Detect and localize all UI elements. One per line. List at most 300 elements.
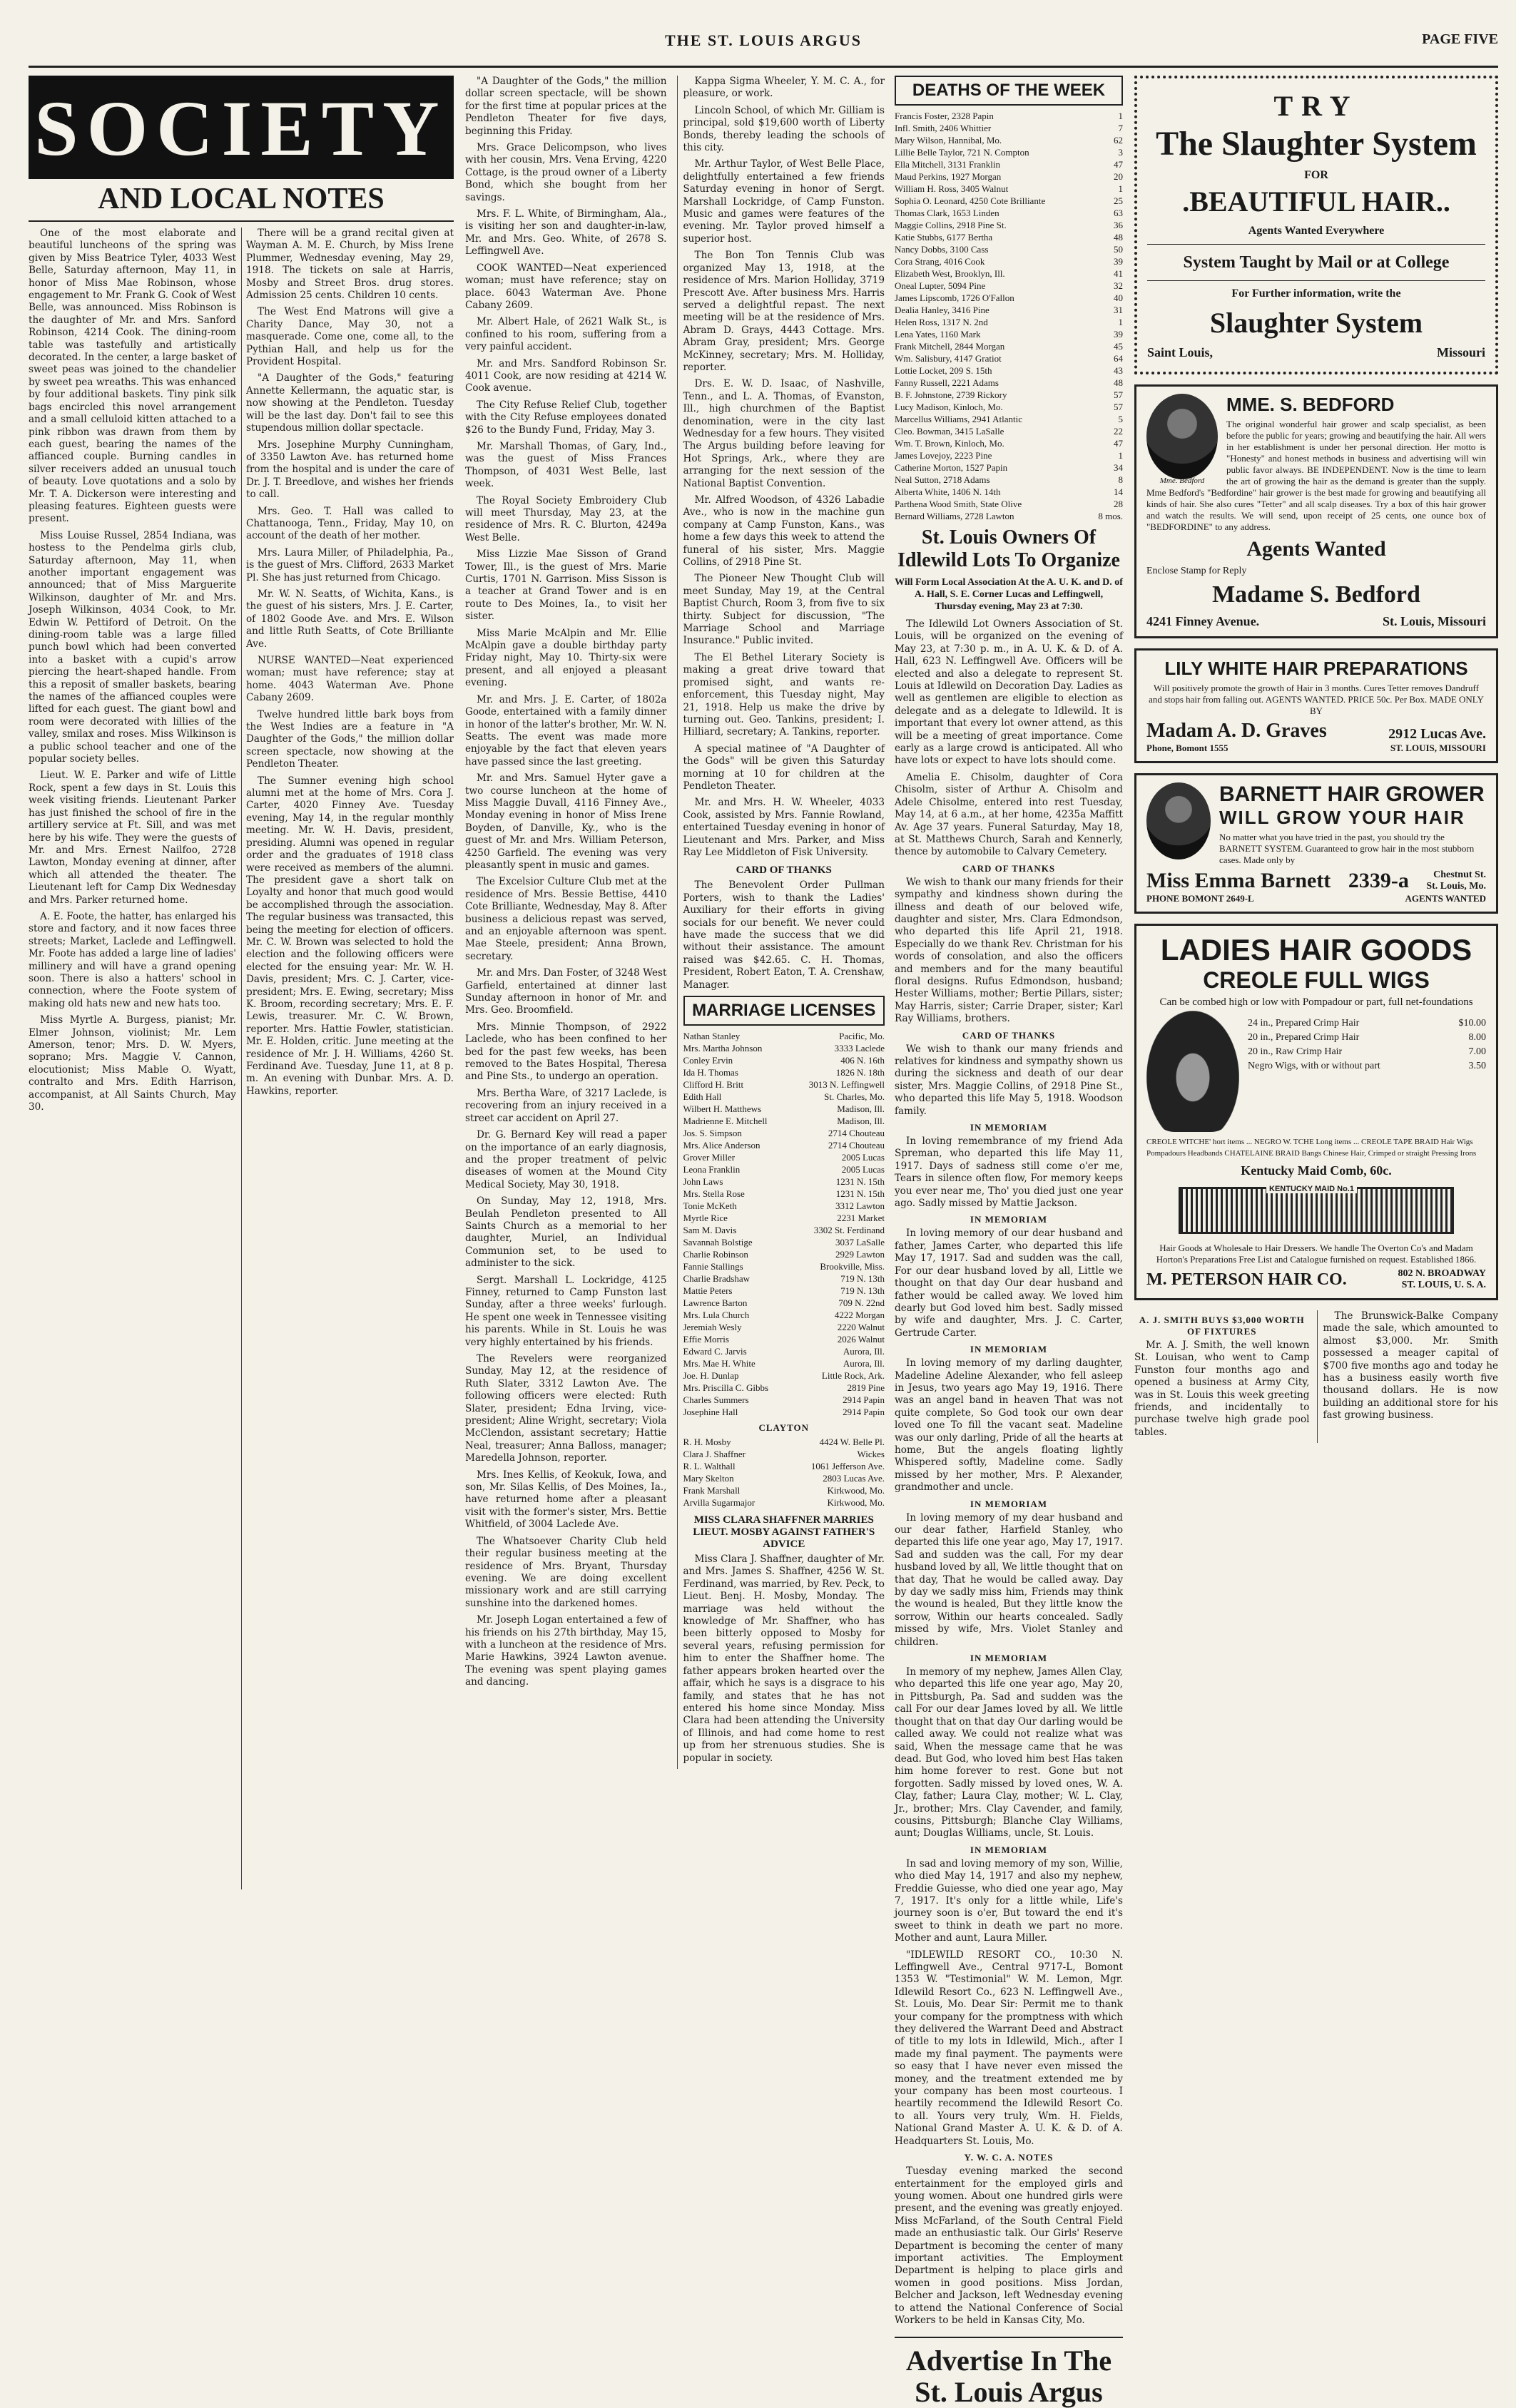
clayton-entry-name: Frank Marshall (683, 1485, 741, 1496)
local-note: Lincoln School, of which Mr. Gilliam is principal, sold $19,600 worth of Liberty Bonds, thereby leading the schools of this city. (683, 104, 885, 154)
death-entry (895, 304, 1123, 316)
license-entry-detail: 719 N. 13th (840, 1285, 885, 1297)
license-entry (683, 1333, 885, 1345)
memoriam-text-3: In loving memory of my darling daughter, Madeline Adeline Alexander, who fell asleep in Jesus, two years ago May 19, 1916. There was an angel band in heaven That was not quite complete, So God took our own dear loved one To fill the vacant seat. Madeline was our only darling, Pride of all the hearts at home, But the angels floating lightly Whispered softly, Madeline come. Sadly missed by her mother, Mrs. P. Alexander, grandmother and uncle. (895, 1357, 1123, 1494)
death-entry-name: Katie Stubbs, 6177 Bertha (895, 232, 993, 243)
death-entry-name: Lena Yates, 1160 Mark (895, 329, 981, 340)
death-entry-detail: 36 (1114, 220, 1123, 230)
society-article: Twelve hundred little bark boys from the West Indies are a feature in "A Daughter of the Gods," the million dollar screen spectacle, now showing at the Pendleton Theater. (246, 708, 454, 770)
license-entry (683, 1321, 885, 1333)
price-item-label: 20 in., Raw Crimp Hair (1248, 1046, 1343, 1057)
local-note: The Whatsoever Charity Club held their regular business meeting at the residence of Mrs. Bryant, Thursday evening. We are doing excellent missionary work and are still carrying sunshine into the darkened homes. (465, 1535, 667, 1609)
death-entry-detail: 34 (1114, 462, 1123, 473)
lilywhite-phone: Phone, Bomont 1555 (1146, 743, 1228, 753)
death-entry-name: Mary Wilson, Hannibal, Mo. (895, 135, 1002, 146)
death-entry-name: Parthena Wood Smith, State Olive (895, 499, 1022, 509)
bedford-photo (1146, 394, 1218, 479)
bedford-name: MME. S. BEDFORD (1226, 394, 1395, 415)
peterson-wig-row (1146, 1011, 1486, 1132)
deaths-heading: DEATHS OF THE WEEK (895, 76, 1123, 106)
local-note: The Excelsior Culture Club met at the residence of Mrs. Bessie Bettise, 4410 Cote Brilliante, Wednesday, May 8. After business a delicious repast was served, and an enjoyable afternoon was spent. Mae Steele, president; Anna Brown, secretary. (465, 876, 667, 962)
clayton-entry (683, 1436, 885, 1448)
death-entry (895, 231, 1123, 243)
bedford-portrait (1146, 394, 1218, 485)
clayton-entry (683, 1448, 885, 1460)
barnett-agents: AGENTS WANTED (1405, 893, 1486, 904)
death-entry-name: Oneal Lupter, 5094 Pine (895, 280, 986, 291)
clayton-entry-name: Clara J. Shaffner (683, 1449, 746, 1460)
local-note: Dr. G. Bernard Key will read a paper on the importance of an early diagnosis, and the proper treatment of pelvic diseases of women at the Mound City Medical Society, May 30, 1918. (465, 1129, 667, 1190)
license-entry (683, 1248, 885, 1260)
license-entry (683, 1127, 885, 1139)
death-entry (895, 389, 1123, 401)
license-entry-name: Ida H. Thomas (683, 1067, 738, 1078)
local-note: Sergt. Marshall L. Lockridge, 4125 Finney, returned to Camp Funston last Sunday, after a three weeks' furlough. He spent one week in Tennessee visiting his parents. While in St. Louis he was very highly entertained by his friends. (465, 1274, 667, 1348)
peterson-price-list (1248, 1016, 1486, 1126)
local-note: Mr. Joseph Logan entertained a few of his friends on his 27th birthday, May 15, with a luncheon at the residence of Mrs. Marie Hawkins, 3924 Lawton avenue. The evening was spent playing games and dancing. (465, 1614, 667, 1688)
license-entry-name: John Laws (683, 1176, 723, 1188)
clayton-entry-detail: 1061 Jefferson Ave. (810, 1461, 885, 1472)
smith-article (1134, 1310, 1310, 1443)
death-entry-name: Maud Perkins, 1927 Morgan (895, 171, 1002, 182)
license-entry-detail: St. Charles, Mo. (824, 1091, 885, 1103)
lilywhite-maker-block (1146, 720, 1327, 754)
death-entry (895, 170, 1123, 183)
death-entry-name: Sophia O. Leonard, 4250 Cote Brilliante (895, 195, 1046, 206)
slaughter-location (1147, 345, 1485, 360)
clayton-entry (683, 1460, 885, 1472)
license-entry-name: Mrs. Stella Rose (683, 1188, 745, 1200)
death-entry-name: Wm. Salisbury, 4147 Gratiot (895, 353, 1002, 364)
death-entry-detail: 1 (1118, 317, 1123, 327)
license-entry-detail: Madison, Ill. (837, 1116, 885, 1127)
death-entry-detail: 41 (1114, 268, 1123, 279)
clayton-entry-name: R. H. Mosby (683, 1437, 731, 1448)
death-entry-detail: 1 (1118, 111, 1123, 121)
death-entry-name: Wm. T. Brown, Kinloch, Mo. (895, 438, 1004, 449)
death-entry (895, 195, 1123, 207)
death-entry-name: Frank Mitchell, 2844 Morgan (895, 341, 1005, 352)
death-entry (895, 243, 1123, 255)
license-entry-name: Edward C. Jarvis (683, 1346, 747, 1357)
death-entry-detail: 39 (1114, 256, 1123, 267)
death-entry-detail: 47 (1114, 438, 1123, 449)
death-entry-name: Cleo. Bowman, 3415 LaSalle (895, 426, 1004, 437)
license-entry-detail: Pacific, Mo. (839, 1031, 885, 1042)
license-entry-detail: Aurora, Ill. (843, 1346, 885, 1357)
slaughter-state: Missouri (1436, 345, 1485, 359)
clayton-entry (683, 1496, 885, 1509)
license-entry-detail: 2026 Walnut (837, 1334, 885, 1345)
lilywhite-maker: Madam A. D. Graves (1146, 720, 1327, 742)
price-item-label: Negro Wigs, with or without part (1248, 1061, 1380, 1071)
slaughter-try: TRY (1273, 90, 1359, 122)
ads-column (1134, 76, 1498, 1923)
price-item-value: 8.00 (1468, 1032, 1486, 1043)
license-entry-detail: 3333 Laclede (834, 1043, 885, 1054)
lilywhite-address: 2912 Lucas Ave. (1388, 726, 1486, 742)
memoriam-text-2: In loving memory of our dear husband and father, James Carter, who departed this life May 17, 1917. Sad and sudden was the call, For our dear husband loved by all, Little we thought on that day Our dear husband and father would be called away. We loved him dearly but God loved him best. Sadly missed by wife and daughter, Mrs. J. C. Carter, Gertrude Carter. (895, 1228, 1123, 1339)
license-entry (683, 1066, 885, 1078)
lilywhite-maker-row (1146, 720, 1486, 754)
license-entry-name: Myrtle Rice (683, 1213, 728, 1224)
death-entry-detail: 14 (1114, 486, 1123, 497)
license-entry-detail: 2231 Market (837, 1213, 885, 1224)
death-entry-name: Thomas Clark, 1653 Linden (895, 208, 999, 218)
death-entry (895, 219, 1123, 231)
license-entry-name: Tonie McKeth (683, 1200, 737, 1212)
license-entry (683, 1188, 885, 1200)
society-article: The West End Matrons will give a Charity Dance, May 30, not a masquerade. Come one, come all, to the Pythian Hall, and help us for the Provident Hospital. (246, 306, 454, 368)
death-entry (895, 292, 1123, 304)
price-item-label: 24 in., Prepared Crimp Hair (1248, 1018, 1360, 1029)
local-note: The City Refuse Relief Club, together with the City Refuse employees donated $26 to the Bundy Fund, Friday, May 3. (465, 399, 667, 436)
society-article: Miss Myrtle A. Burgess, pianist; Mr. Elmer Johnson, violinist; Mr. Lem Amerson, tenor; Mrs. D. W. Myers, soprano; Mrs. Maggie V. Cannon, elocutionist; Miss Mable O. Wyatt, contralto and Mrs. Edith Harrison, accompanist, at All Saints Church, May 30. (29, 1014, 236, 1113)
license-entry-detail: 406 N. 16th (840, 1055, 885, 1066)
local-note: Mr. Marshall Thomas, of Gary, Ind., was the guest of Miss Frances Thompson, of 4031 West Belle, last week. (465, 440, 667, 490)
license-entry (683, 1103, 885, 1115)
local-note: Mr. Alfred Woodson, of 4326 Labadie Ave., who is now in the machine gun company at Camp Funston, Kans., was home a few days this week to attend the funeral of his sister, Mrs. Maggie Collins, of 2918 Pine St. (683, 494, 885, 568)
society-article: There will be a grand recital given at Wayman A. M. E. Church, by Miss Irene Plummer, Wednesday evening, May 29, 1918. The tickets on sale at Harris, Mosby and Street Bros. drug stores. Admission 25 cents. Children 10 cents. (246, 228, 454, 302)
license-entry-name: Mrs. Mae H. White (683, 1358, 756, 1369)
local-note: Miss Lizzie Mae Sisson of Grand Tower, Ill., is the guest of Mrs. Marie Curtis, 1701 N. Garrison. Miss Sisson is a teacher at Grand Tower and is en route to Des Moines, Ia., to visit her sister. (465, 549, 667, 623)
thanks-heading-2: CARD OF THANKS (962, 1029, 1056, 1041)
price-item-value: 3.50 (1468, 1061, 1486, 1071)
death-entry (895, 364, 1123, 377)
clayton-entry-detail: Kirkwood, Mo. (827, 1497, 885, 1509)
death-entry-name: James Lipscomb, 1726 O'Fallon (895, 292, 1014, 303)
license-entry-name: Mrs. Martha Johnson (683, 1043, 763, 1054)
license-entry-name: Mrs. Alice Anderson (683, 1140, 760, 1151)
society-article: One of the most elaborate and beautiful luncheons of the spring was given by Miss Beatrice Tyler, 4033 West Belle, Saturday afternoon, May 11, in honor of Miss Mae Robinson, whose engagement to Mr. Frank G. Cook of West Belle, was announced. Miss Robinson is the daughter of Mr. and Mrs. Sanford Robinson, 4214 Cook. The dining-room table was tastefully and artistically decorated. In the center, a large basket of sweet peas was joined to the chandelier by sweet pea wreaths. This was enhanced by four additional baskets. Tiny pink silk bags encircled this novel arrangement and a small celluloid kitten attached to a pink ribbon was drawn from them by each guest, bearing the names of the affianced couple. Burning candles in silver receivers added an unusual touch of beauty. Love quotations and a solo by Mr. T. A. Dickerson were interesting and pleasing features. Eighteen guests were present. (29, 228, 236, 525)
license-entry-name: Savannah Bolstige (683, 1237, 753, 1248)
death-entry (895, 425, 1123, 437)
death-entry-name: Lottie Locket, 209 S. 15th (895, 365, 992, 376)
death-entry-name: Bernard Williams, 2728 Lawton (895, 511, 1014, 521)
peterson-address-block (1398, 1268, 1486, 1291)
thanks-text: The Benevolent Order Pullman Porters, wish to thank the Ladies' Auxiliary for their efforts in giving socials for our benefit. We never could have made the success that we did without their assistance. The amount raised was $42.65. C. H. Thomas, President, Robert Eaton, T. A. Crenshaw, Manager. (683, 879, 885, 991)
death-entry-name: Francis Foster, 2328 Papin (895, 111, 994, 121)
death-entry-name: Alberta White, 1406 N. 14th (895, 486, 1001, 497)
idlewild-heading: St. Louis Owners Of Idlewild Lots To Organize (897, 526, 1120, 571)
barnett-name: Miss Emma Barnett (1146, 869, 1331, 892)
society-banner: SOCIETY (29, 76, 454, 179)
death-entry-name: Maggie Collins, 2918 Pine St. (895, 220, 1007, 230)
death-entry-detail: 1 (1118, 450, 1123, 461)
license-entry-detail: 1231 N. 15th (835, 1188, 885, 1200)
death-entry-detail: 7 (1118, 123, 1123, 133)
license-entry-detail: 2714 Chouteau (828, 1140, 885, 1151)
license-entry (683, 1260, 885, 1272)
death-entry-detail: 48 (1114, 377, 1123, 388)
license-entry-name: Grover Miller (683, 1152, 736, 1163)
license-entry (683, 1200, 885, 1212)
clayton-entry-name: Arvilla Sugarmajor (683, 1497, 756, 1509)
slaughter-name: The Slaughter System (1156, 125, 1477, 163)
death-entry-detail: 57 (1114, 389, 1123, 400)
ywca-heading: Y. W. C. A. NOTES (964, 2152, 1054, 2163)
license-entry-name: Lawrence Barton (683, 1297, 748, 1309)
price-item (1248, 1031, 1486, 1045)
license-entry-name: Charlie Robinson (683, 1249, 748, 1260)
slaughter-agents: Agents Wanted Everywhere (1147, 225, 1485, 245)
thanks-heading: CARD OF THANKS (736, 864, 832, 877)
shaffner-text: Miss Clara J. Shaffner, daughter of Mr. and Mrs. James S. Shaffner, 4256 W. St. Ferdinand, was married, by Rev. Peck, to Lieut. Benj. H. Mosby, Monday. The marriage was held without the knowledge of Mr. Shaffner, who has been bitterly opposed to Mosby for several years, refusing permission for him to enter the Shaffner home. The father appears broken hearted over the affair, which he says is a disgrace to his family, and states that he has not entered his home since Monday. Miss Clara had been attending the University of Illinois, and had come home to rest up from her strenuous studies. She is popular in society. (683, 1554, 885, 1764)
license-entry (683, 1285, 885, 1297)
death-entry (895, 316, 1123, 328)
license-entry (683, 1357, 885, 1369)
society-articles (29, 228, 454, 1889)
death-entry (895, 328, 1123, 340)
society-article: A. E. Foote, the hatter, has enlarged his store and factory, and it now faces three streets; Market, Laclede and Leffingwell. Mr. Foote has added a large line of ladies' millinery and will have a grand opening soon. There is also a hatters' school in connection, where the Foote system of making old hats new and new hats too. (29, 910, 236, 1009)
death-entry-detail: 8 (1118, 474, 1123, 485)
local-note: The El Bethel Literary Society is making a great drive toward that promised sight, and wants re-enforcement, this Tuesday night, May 21, 1918. Help us make the drive by turning out. Geo. Tankins, president; I. Hilliard, secretary; A. Tankins, reporter. (683, 651, 885, 738)
thanks-text-2: We wish to thank our many friends and relatives for kindness and sympathy shown us during the sickness and death of our dear sister, Mrs. Maggie Collins, of 2918 Pine St., who departed this life May 5, 1918. Woodson family. (895, 1043, 1123, 1117)
clayton-entry-name: R. L. Walthall (683, 1461, 736, 1472)
license-entry-detail: Aurora, Ill. (843, 1358, 885, 1369)
licenses-list (683, 1030, 885, 1418)
license-entry-detail: 2929 Lawton (835, 1249, 885, 1260)
death-entry (895, 340, 1123, 352)
death-entry-detail: 40 (1114, 292, 1123, 303)
thanks-text-1: We wish to thank our many friends for their sympathy and kindness shown during the illness and death of our beloved wife, daughter and sister, Mrs. Clara Edmondson, who departed this life April 21, 1918. Especially do we thank Rev. Christman for his words of consolation, and also the officers and members and for the many beautiful floral designs. Rufus Edmondson, husband; Hester Williams, mother; Bertie Pillars, sister; May Harris, sister; Carrie Draper, sister; Karl Ray Williams, brothers. (895, 876, 1123, 1025)
license-entry (683, 1175, 885, 1188)
death-entry (895, 413, 1123, 425)
local-note: The Royal Society Embroidery Club will meet Thursday, May 23, at the residence of Mrs. R. C. Blurton, 4249a West Belle. (465, 494, 667, 544)
notes-right (677, 76, 885, 1769)
license-entry-detail: Brookville, Miss. (820, 1261, 885, 1272)
clayton-entry (683, 1484, 885, 1496)
deaths-column (895, 76, 1123, 2408)
memoriam-top-heading: IN MEMORIAM (970, 1844, 1048, 1855)
license-entry-name: Jeremiah Wesly (683, 1322, 742, 1333)
lilywhite-ad (1134, 648, 1498, 763)
death-entry-detail: 8 mos. (1098, 511, 1123, 521)
price-item-value: $10.00 (1458, 1018, 1486, 1029)
license-entry (683, 1115, 885, 1127)
bedford-agents: Agents Wanted (1246, 537, 1386, 561)
death-entry (895, 377, 1123, 389)
license-entry (683, 1091, 885, 1103)
death-entry-name: James Lovejoy, 2223 Pine (895, 450, 992, 461)
death-entry-detail: 43 (1114, 365, 1123, 376)
death-entry-name: Infl. Smith, 2406 Whittier (895, 123, 992, 133)
local-note: Mr. Arthur Taylor, of West Belle Place, delightfully entertained a few friends Saturday evening in honor of Sergt. Marshall Lockridge, of Camp Funston. Music and games were features of the evening. Mr. Taylor proved himself a superior host. (683, 158, 885, 245)
society-article: Lieut. W. E. Parker and wife of Little Rock, spent a few days in St. Louis this week visiting friends. Lieutenant Parker has just finished the school of fire in the artillery service at Ft. Sill, and was met here by his wife. They were the guests of Mr. and Mrs. Ernest Nailfoo, 2728 Lawton, Monday evening at dinner, after which all attended the theater. The Lieutenant left for Camp Dix Wednesday and Mrs. Parker returned home. (29, 770, 236, 906)
local-note: Mrs. Bertha Ware, of 3217 Laclede, is recovering from an injury received in a street car accident on April 27. (465, 1087, 667, 1124)
death-entry (895, 146, 1123, 158)
clayton-entry-detail: 4424 W. Belle Pl. (819, 1437, 885, 1448)
license-entry (683, 1394, 885, 1406)
bedford-ad (1134, 384, 1498, 638)
license-entry (683, 1224, 885, 1236)
slaughter-city: Saint Louis, (1147, 345, 1214, 359)
license-entry (683, 1212, 885, 1224)
death-entry (895, 267, 1123, 280)
local-note: Mrs. Ines Kellis, of Keokuk, Iowa, and son, Mr. Silas Kellis, of Des Moines, Ia., have returned home after a pleasant visit with the former's sister, Mrs. Bettie Whitfield, of 3004 Laclede Ave. (465, 1469, 667, 1531)
thanks-heading-1: CARD OF THANKS (962, 862, 1056, 874)
memoriam-heading-2: IN MEMORIAM (970, 1214, 1048, 1225)
death-entry-name: Nancy Dobbs, 3100 Cass (895, 244, 989, 255)
slaughter-taught: System Taught by Mail or at College (1147, 252, 1485, 281)
clayton-entry-detail: Wickes (857, 1449, 885, 1460)
society-article: Mr. W. N. Seatts, of Wichita, Kans., is the guest of his sisters, Mrs. J. E. Carter, of 1802 Goode Ave. and Mrs. E. Wilson and little Ruth Seatts, of Cote Brilliante Ave. (246, 588, 454, 650)
clayton-entry (683, 1472, 885, 1484)
license-entry (683, 1236, 885, 1248)
license-entry-name: Wilbert H. Matthews (683, 1103, 762, 1115)
bedford-text: The original wonderful hair grower and scalp specialist, as been before the public for years; growing and beautifying the hair. All wers in her establishment is under her personal direction. Her motto is "Honesty" and honest methods in business and advertising will win public favor always. BE INDEPENDENT. Now is the time to learn the art of growing the hair as the demand is greater than the supply. Mme Bedford's "Bedfordine" hair grower is the best made for growing and beautifying all kinds of hair. She also cures "Tetter" and all scalp diseases. Try a box of this hair grower and watch the results. We will send, upon receipt of 25 cents, one ounce box of "BEDFORDINE" to any address. (1146, 419, 1486, 532)
local-note: Mr. and Mrs. Samuel Hyter gave a two course luncheon at the home of Miss Maggie Duvall, 4116 Finney Ave., Monday evening in honor of Miss Irene Boyden, of Danville, Ky., who is the guest of Mr. and Mrs. William Peterson, 4250 Garfield. The evening was very pleasantly spent in music and games. (465, 772, 667, 871)
bedford-address: 4241 Finney Avenue. (1146, 614, 1260, 628)
death-entry (895, 255, 1123, 267)
license-entry-detail: 3013 N. Leffingwell (808, 1079, 885, 1091)
license-entry (683, 1345, 885, 1357)
license-entry (683, 1042, 885, 1054)
license-entry-detail: 2819 Pine (847, 1382, 885, 1394)
license-entry (683, 1030, 885, 1042)
lilywhite-title: LILY WHITE HAIR PREPARATIONS (1164, 658, 1468, 679)
death-entry (895, 449, 1123, 461)
barnett-ad (1134, 773, 1498, 914)
peterson-comb-price: Kentucky Maid Comb, 60c. (1241, 1163, 1392, 1178)
memoriam-text-5: In memory of my nephew, James Allen Clay, who departed this life one year ago, May 20, in Pittsburgh, Pa. Sad and sudden was the call For our dear James loved by all. We little thought that on that day Our darling would be called away. We could not realize what was said, When the message came that he was dead. But God, who loved him best Has taken him home forever to rest. Gone but not forgotten. Sadly missed by loved ones, W. A. Clay, father; Laura Clay, mother; W. L. Clay, Jr., brother; Mrs. Clay Cavender, and family, cousins, Pittsburgh; Blanche Clay Williams, aunt; Douglas Williams, uncle, St. Louis. (895, 1666, 1123, 1840)
barnett-name-row (1146, 869, 1486, 893)
license-entry-name: Clifford H. Britt (683, 1079, 744, 1091)
peterson-name: M. PETERSON HAIR CO. (1146, 1270, 1347, 1289)
death-entry-detail: 57 (1114, 402, 1123, 412)
death-entry (895, 158, 1123, 170)
local-note: Mr. Albert Hale, of 2621 Walk St., is confined to his room, suffering from a very painful accident. (465, 316, 667, 353)
notes-left (465, 76, 667, 1769)
smith-text: Mr. A. J. Smith, the well known St. Louisan, who went to Camp Funston four months ago and opened a business at Army City, was in St. Louis this week greeting friends, and incidentally to purchase twelve high grade pool tables. (1134, 1340, 1310, 1438)
notes-right-articles (683, 76, 885, 859)
clayton-heading: CLAYTON (758, 1422, 810, 1434)
death-entry-name: Neal Sutton, 2718 Adams (895, 474, 990, 485)
comb-label: KENTUCKY MAID No.1 (1266, 1185, 1357, 1193)
death-entry (895, 498, 1123, 510)
amelia-text: Amelia E. Chisolm, daughter of Cora Chisolm, sister of Arthur A. Chisolm and Adele Chisolme, entered into rest Tuesday, May 14, at 6 a.m., at her home, 4235a Maffitt Av. Age 37 years. Funeral Saturday, May 18, at St. Matthews Church, Sarah and Kennerly, thence by automobile to Calvary Cemetery. (895, 771, 1123, 858)
memoriam-heading-4: IN MEMORIAM (970, 1498, 1048, 1509)
barnett-phone: PHONE BOMONT 2649-L (1146, 893, 1254, 904)
peterson-address: 802 N. BROADWAY (1398, 1268, 1486, 1279)
barnett-text: No matter what you have tried in the past, you should try the BARNETT SYSTEM. Guaranteed to grow hair in the most stubborn cases. Made only by (1219, 832, 1475, 865)
death-entry (895, 461, 1123, 474)
masthead-title: THE ST. LOUIS ARGUS (664, 31, 862, 49)
bedford-caption: Mme. Bedford (1159, 476, 1205, 485)
local-note: On Sunday, May 12, 1918, Mrs. Beulah Pendleton presented to All Saints Church as a memorial to her daughter, Muriel, an Individual Communion set, to be used to administer to the sick. (465, 1195, 667, 1270)
local-note: Drs. E. W. D. Isaac, of Nashville, Tenn., and L. A. Thomas, of Evanston, Ill., high churchmen of the Baptist denomination, were in the city last Wednesday for a few hours. They visited The Argus building before leaving for Hot Springs, Ark., where they are arranging for the next session of the National Baptist Convention. (683, 378, 885, 489)
society-article: Mrs. Geo. T. Hall was called to Chattanooga, Tenn., Friday, May 10, on account of the death of her mother. (246, 505, 454, 542)
license-entry-name: Nathan Stanley (683, 1031, 741, 1042)
license-entry-name: Mrs. Priscilla C. Gibbs (683, 1382, 769, 1394)
local-note: COOK WANTED—Neat experienced woman; must have reference; stay on place. 6043 Waterman Ave. Phone Cabany 2609. (465, 262, 667, 311)
barnett-title: BARNETT HAIR GROWER (1219, 782, 1485, 806)
society-article: Miss Louise Russel, 2854 Indiana, was hostess to the Pendelma girls club, Saturday afternoon, May 11, when another important engagement was announced; that of Miss Marguerite Wilkinson, daughter of Mr. and Mrs. Joseph Wilkinson, 4034 Cook, to Mr. Edwin W. Pettiford of Detroit. On the dining-room table was a large filled punch bowl which had been converted into a basket with a cupid's arrow piercing the heart-shaped handle. From this a reposit of smaller baskets, bearing the names of the affianced couples were lifted for each guest. The giant bowl and room were decorated with lillies of the valley, smilax and roses. Miss Wilkinson is a public school teacher and one of the popular society belles. (29, 529, 236, 765)
death-entry-name: Lucy Madison, Kinloch, Mo. (895, 402, 1003, 412)
license-entry-name: Effie Morris (683, 1334, 729, 1345)
license-entry (683, 1054, 885, 1066)
local-note: Kappa Sigma Wheeler, Y. M. C. A., for pleasure, or work. (683, 76, 885, 100)
society-article: NURSE WANTED—Neat experienced woman; must have reference; stay at home. 4043 Waterman Ave. Phone Cabany 2609. (246, 655, 454, 704)
memoriam-heading-5: IN MEMORIAM (970, 1653, 1048, 1664)
peterson-wholesale: Hair Goods at Wholesale to Hair Dressers. We handle The Overton Co's and Madam Horton's Preparations Free List and Catalogue furnished on request. Established 1866. (1156, 1243, 1477, 1265)
death-entry-name: Fanny Russell, 2221 Adams (895, 377, 999, 388)
clayton-list (683, 1436, 885, 1509)
society-article: "A Daughter of the Gods," featuring Annette Kellermann, the aquatic star, is now showing at the Pendleton. Tuesday will be the last day. Don't fail to see this stupendous million dollar spectacle. (246, 372, 454, 434)
death-entry-detail: 47 (1114, 159, 1123, 170)
death-entry-name: Cora Strang, 4016 Cook (895, 256, 985, 267)
barnett-number: 2339-a (1348, 869, 1409, 892)
slaughter-beautiful: .BEAUTIFUL HAIR.. (1182, 185, 1450, 218)
death-entry-detail: 62 (1114, 135, 1123, 146)
idlewild-text: The Idlewild Lot Owners Association of St. Louis, will be organized on the evening of May 23, at 7:30 p. m., in A. U. K. & D. of A. Hall, 623 N. Leffingwell Ave. Officers will be elected and also a delegate to represent St. Louis at Idlewild on Decoration Day. Ladies as well as gentlemen are eligible to election as delegate and as a delegate to Idlewild. It is important that every lot owner attend, as this will be a meeting of great importance. Come early as a large crowd is anticipated. All who have lots or expect to have lots should come. (895, 618, 1123, 767)
death-entry-detail: 64 (1114, 353, 1123, 364)
license-entry (683, 1163, 885, 1175)
license-entry-detail: 2914 Papin (843, 1394, 885, 1406)
local-note: Mrs. Grace Delicompson, who lives with her cousin, Mrs. Vena Erving, 4220 Cottage, is the proud owner of a Liberty Bond, which she bought from her savings. (465, 142, 667, 203)
license-entry-detail: 3312 Lawton (835, 1200, 885, 1212)
brunswick-text: The Brunswick-Balke Company made the sale, which amounted to almost $3,000. Mr. Smith possessed a meager capital of $700 five months ago and today he has a business easily worth five thousand dollars. He is now building an additional store for his fast growing business. (1323, 1310, 1498, 1422)
death-entry-name: William H. Ross, 3405 Walnut (895, 183, 1009, 194)
death-entry (895, 122, 1123, 134)
slaughter-ad (1134, 76, 1498, 374)
local-note: A special matinee of "A Daughter of the Gods" will be given this Saturday morning at 10 for children at the Pendleton Theater. (683, 743, 885, 792)
notes-left-articles (465, 76, 667, 1689)
price-item (1248, 1059, 1486, 1073)
local-note: The Revelers were reorganized Sunday, May 12, at the residence of Ruth Slater, 3312 Lawton Ave. The following officers were elected: Ruth Slater, president; Edna Irving, vice-president; Aline Wright, secretary; Viola McClendon, assistant secretary; Hattie Neal, treasurer; Anna Balloss, manager; Maredella Johnson, reporter. (465, 1353, 667, 1464)
brunswick-article (1317, 1310, 1499, 1443)
death-entry (895, 510, 1123, 522)
peterson-footer (1146, 1268, 1486, 1291)
license-entry-name: Mattie Peters (683, 1285, 733, 1297)
lilywhite-city: ST. LOUIS, MISSOURI (1390, 743, 1486, 753)
death-entry-detail: 22 (1114, 426, 1123, 437)
license-entry-name: Jos. S. Simpson (683, 1128, 742, 1139)
death-entry-detail: 25 (1114, 195, 1123, 206)
clayton-entry-name: Mary Skelton (683, 1473, 734, 1484)
barnett-address (1426, 869, 1486, 892)
price-item-value: 7.00 (1468, 1046, 1486, 1057)
bedford-madame: Madame S. Bedford (1212, 581, 1420, 608)
slaughter-for: FOR (1304, 169, 1328, 181)
death-entry-name: Marcellus Williams, 2941 Atlantic (895, 414, 1023, 424)
society-article: The Sumner evening high school alumni met at the home of Mrs. Cora J. Carter, 4020 Finney Ave. Tuesday evening, May 14, in the regular monthly meeting. Mr. W. H. Davis, president, presiding. Alumni was opened in regular order and the graduates of 1918 class were received as members of the alumni. The president gave a short talk on Loyalty and honor that much good would be accomplished through the association. The regular business was transacted, this being the meeting for election of officers. Mr. C. W. Brown was selected to hold the election and the following officers were elected for the ensuing year: Mr. W. H. Davis, president; Mrs. C. J. Carter, vice-president; Mrs. E. Ewing, secretary; Miss K. Broom, recording secretary; Mrs. E. F. Lewis, treasurer. Mr. C. W. Brown, reporter. Mrs. Hattie Fowler, statistician. Mr. E. Holden, critic. June meeting at the residence of Mr. J. H. Williams, 4260 St. Ferdinand Ave. Tuesday, June 11, at 8 p. m. An evening with Dunbar. Mrs. A. D. Hawkins, reporter. (246, 775, 454, 1097)
license-entry (683, 1272, 885, 1285)
peterson-city: ST. LOUIS, U. S. A. (1401, 1280, 1486, 1290)
license-entry (683, 1309, 885, 1321)
barnett-city: St. Louis, Mo. (1426, 881, 1486, 892)
barnett-footer (1146, 893, 1486, 904)
testimonial-text: "IDLEWILD RESORT CO., 10:30 N. Leffingwell Ave., Central 9717-L, Bomont 1353 W. "Testimonial" W. M. Lemon, Mgr. Idlewild Resort Co., 623 N. Leffingwell Ave., St. Louis, Mo. Dear Sir: Permit me to thank your company for the promptness with which they delivered the Warrant Deed and Abstract of title to my lots in Idlewild, Mich., after I made my final payment. The payments were so easy that I have never even missed the money, and the treatment extended me by your company has been most courteous. I heartily recommend the Idlewild Resort Co. to all. Yours very truly, Wm. H. Fields, National Grand Master A. U. K. & D. of A. Headquarters St. Louis, Mo. (895, 1949, 1123, 2147)
death-entry-name: Elizabeth West, Brooklyn, Ill. (895, 268, 1005, 279)
death-entry-detail: 31 (1114, 305, 1123, 315)
license-entry (683, 1078, 885, 1091)
license-entry-name: Charles Summers (683, 1394, 749, 1406)
license-entry-detail: 1231 N. 15th (835, 1176, 885, 1188)
local-note: Mr. and Mrs. H. W. Wheeler, 4033 Cook, assisted by Mrs. Fannie Rowland, entertained Tuesday evening in honor of Lieutenant and Mrs. Parker, and Miss Ray Lee Middleton of Fisk University. (683, 797, 885, 858)
death-entry-detail: 39 (1114, 329, 1123, 340)
deaths-list (895, 110, 1123, 522)
peterson-title: LADIES HAIR GOODS (1160, 933, 1472, 966)
death-entry-name: Dealia Hanley, 3416 Pine (895, 305, 990, 315)
comb-illustration (1179, 1187, 1454, 1234)
idlewild-deck: Will Form Local Association At the A. U. K. and D. of A. Hall, S. E. Corner Lucas and Leffingwell, Thursday evening, May 23 at 7:30. (895, 577, 1123, 612)
license-entry-name: Josephine Hall (683, 1407, 738, 1418)
license-entry (683, 1382, 885, 1394)
bedford-stamp: Enclose Stamp for Reply (1146, 566, 1247, 576)
license-entry (683, 1369, 885, 1382)
society-article: Mrs. Josephine Murphy Cunningham, of 3350 Lawton Ave. has returned home from the hospital and is under the care of Dr. J. T. Breedlove, and wishes her friends to call. (246, 439, 454, 501)
